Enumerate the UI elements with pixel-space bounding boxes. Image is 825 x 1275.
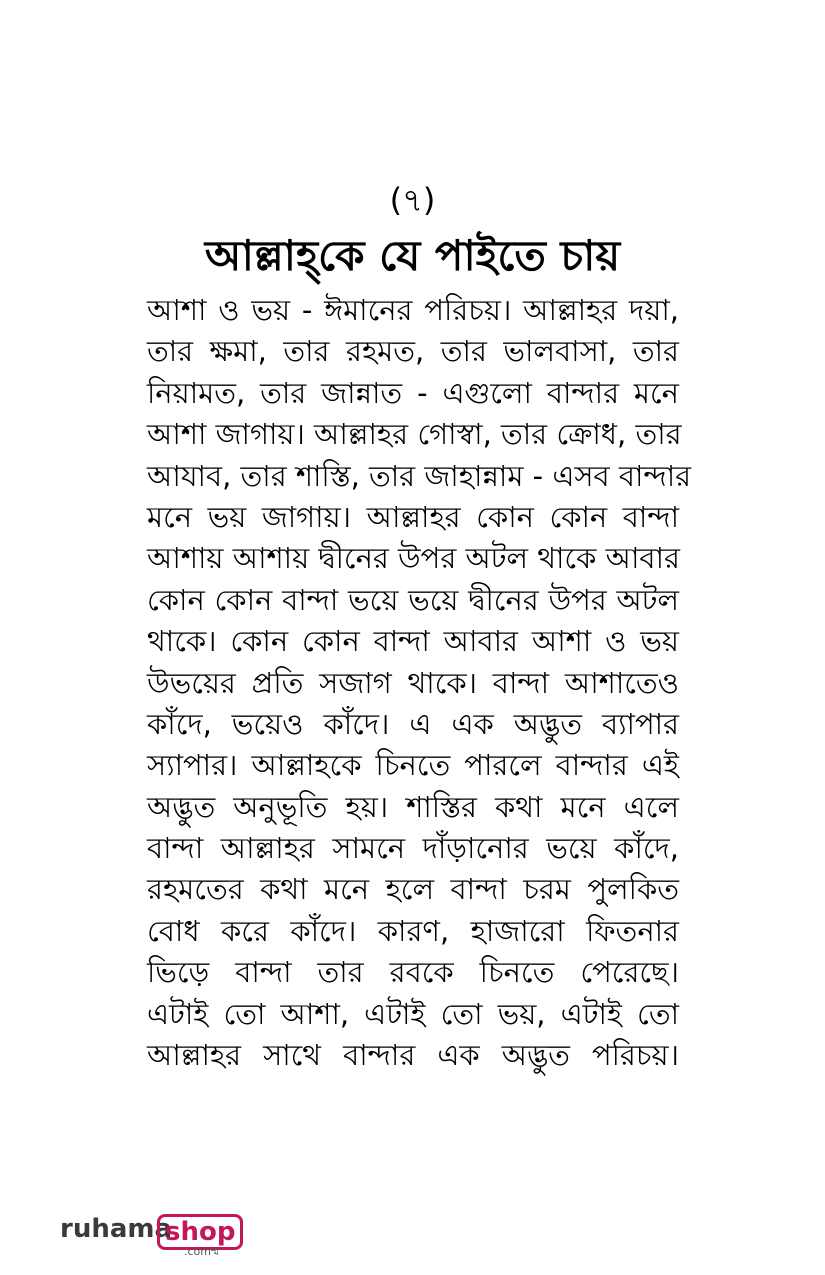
- body-line: রহমতের কথা মনে হলে বান্দা চরম পুলকিত: [147, 872, 679, 907]
- chapter-title: আল্লাহ্‌কে যে পাইতে চায়: [204, 231, 621, 280]
- body-line: ভিড়ে বান্দা তার রবকে চিনতে পেরেছে।: [147, 955, 679, 990]
- body-line: স্যাপার। আল্লাহকে চিনতে পারলে বান্দার এই: [147, 748, 679, 783]
- ruhamashop-logo: [60, 1214, 236, 1260]
- body-line: এটাই তো আশা, এটাই তো ভয়, এটাই তো: [147, 996, 679, 1031]
- body-line: অদ্ভুত অনুভূতি হয়। শাস্তির কথা মনে এলে: [147, 789, 679, 824]
- body-line: কোন কোন বান্দা ভয়ে ভয়ে দ্বীনের উপর অটল: [147, 582, 679, 617]
- body-line: বান্দা আল্লাহর সামনে দাঁড়ানোর ভয়ে কাঁদে,: [147, 831, 679, 866]
- body-text: [147, 290, 692, 1076]
- body-line: আশায় আশায় দ্বীনের উপর অটল থাকে আবার: [147, 541, 680, 576]
- body-line: আশা ও ভয় - ঈমানের পরিচয়। আল্লাহর দয়া,: [147, 293, 679, 327]
- body-line: উভয়ের প্রতি সজাগ থাকে। বান্দা আশাতেও: [147, 665, 679, 700]
- logo-domain: .comম্ম: [184, 1245, 220, 1258]
- logo-brand-left: ruhama: [60, 1214, 173, 1244]
- body-line: কাঁদে, ভয়েও কাঁদে। এ এক অদ্ভুত ব্যাপার: [147, 706, 679, 741]
- body-line: থাকে। কোন কোন বান্দা আবার আশা ও ভয়: [147, 624, 679, 659]
- body-line: আশা জাগায়। আল্লাহর গোস্বা, তার ক্রোধ, তার: [147, 417, 682, 452]
- body-line: বোধ করে কাঁদে। কারণ, হাজারো ফিতনার: [147, 913, 679, 948]
- body-line: আযাব, তার শাস্তি, তার জাহান্নাম - এসব বান্দার: [147, 458, 692, 493]
- body-line: তার ক্ষমা, তার রহমত, তার ভালবাসা, তার: [147, 334, 679, 369]
- body-line: মনে ভয় জাগায়। আল্লাহর কোন কোন বান্দা: [147, 499, 679, 534]
- body-line: নিয়ামত, তার জান্নাত - এগুলো বান্দার মনে: [147, 375, 679, 410]
- logo-brand-right: shop: [157, 1214, 243, 1250]
- chapter-number: (৭): [389, 181, 436, 219]
- body-line: আল্লাহর সাথে বান্দার এক অদ্ভুত পরিচয়।: [147, 1038, 679, 1073]
